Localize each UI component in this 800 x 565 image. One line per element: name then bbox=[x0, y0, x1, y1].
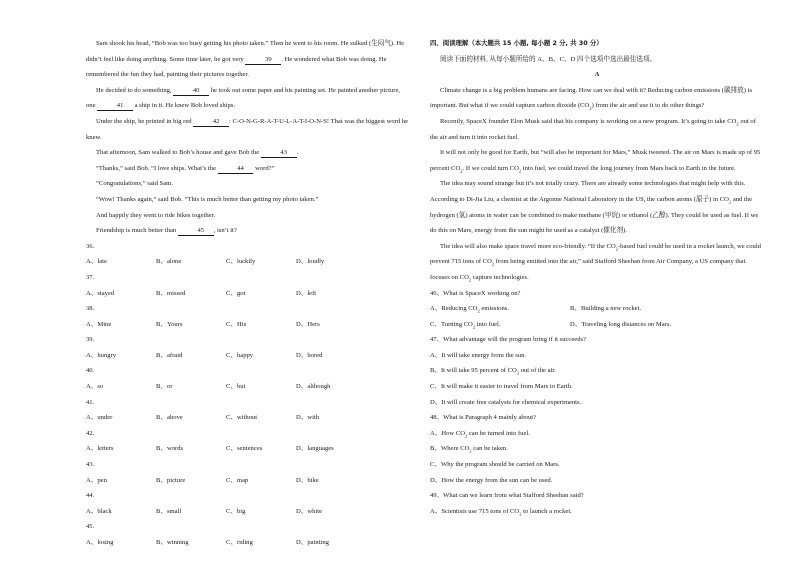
answer-option[interactable]: D、left bbox=[296, 289, 317, 297]
answer-option[interactable]: C、without bbox=[226, 414, 258, 422]
question-number: 38. bbox=[86, 305, 95, 313]
answer-option[interactable]: C、luckily bbox=[226, 258, 256, 266]
answer-option[interactable]: B、afraid bbox=[156, 351, 183, 359]
question-number: 43. bbox=[86, 461, 95, 469]
answer-option[interactable]: A、late bbox=[86, 258, 107, 266]
answer-option[interactable]: D、painting bbox=[296, 539, 329, 546]
question-number: 36. bbox=[86, 242, 95, 250]
option-row bbox=[86, 410, 410, 426]
question-number: 39. bbox=[86, 336, 95, 344]
option-row bbox=[86, 286, 410, 302]
answer-option[interactable]: A、losing bbox=[86, 539, 114, 546]
story-paragraph: He decided to do something, 40 he took out some paper and his painting set. He painted another picture, one 41 a ship in it. He knew Bob loved ships. bbox=[86, 86, 401, 110]
story-paragraph: Under the ship, he printed in big red 42 : C-O-N-G-R-A-T-U-L-A-T-I-O-N-S! That was the biggest word he knew. bbox=[86, 117, 409, 141]
question-number: 42. bbox=[86, 429, 95, 437]
answer-option[interactable]: A、pen bbox=[86, 476, 107, 484]
answer-option[interactable]: B、small bbox=[156, 507, 182, 515]
answer-option[interactable]: A、Mine bbox=[86, 320, 112, 328]
answer-option[interactable]: D、bored bbox=[296, 351, 323, 359]
option-row bbox=[86, 317, 410, 333]
answer-option[interactable]: A、How $CO_2$ can be turned into fuel. bbox=[430, 429, 530, 439]
reading-question-list bbox=[430, 286, 764, 520]
answer-option[interactable]: C、His bbox=[226, 320, 247, 328]
reading-passage bbox=[430, 83, 764, 286]
answer-option[interactable]: C、happy bbox=[226, 351, 254, 359]
answer-option[interactable]: B、winning bbox=[156, 539, 189, 546]
answer-option[interactable]: A、so bbox=[86, 383, 104, 391]
option-row bbox=[86, 535, 410, 551]
option-row bbox=[86, 473, 410, 489]
answer-option[interactable]: D、with bbox=[296, 414, 320, 422]
answer-option[interactable]: B、It will take 95 percent of $CO_2$ out of the air. bbox=[430, 367, 556, 376]
right-column bbox=[430, 36, 764, 519]
passage-label: A bbox=[594, 71, 600, 79]
answer-option[interactable]: C、big bbox=[226, 507, 246, 515]
answer-option[interactable]: D、It will create free catalysts for chemical experiments. bbox=[430, 398, 582, 406]
answer-option[interactable]: D、bike bbox=[296, 476, 319, 484]
passage-paragraph: Recently, SpaceX founder Elon Musk said that his company is working on a new program. It’s going to take $CO_2$ out of the air and turn it into rocket fuel. bbox=[430, 117, 756, 141]
option-row bbox=[86, 504, 410, 520]
answer-option[interactable]: B、words bbox=[156, 445, 184, 453]
question-stem: 48、What is Paragraph 4 mainly about? bbox=[430, 414, 537, 422]
question-number: 45. bbox=[86, 523, 95, 531]
question-stem: 46、What is SpaceX working on? bbox=[430, 289, 521, 297]
story-paragraph: Friendship is much better than 45 , isn’t it? bbox=[96, 227, 237, 235]
answer-option[interactable]: B、Where $CO_2$ can be taken. bbox=[430, 445, 508, 454]
option-row bbox=[86, 254, 410, 270]
answer-option[interactable]: D、Traveling long distances on Mars. bbox=[570, 320, 672, 328]
passage-paragraph: The idea will also make space travel more eco-friendly. “If the $CO_2$-based fuel could be used in a rocket launch, we could prevent 715 tons of $CO_2$ from being emitted into the air,” said Stafford Sheehan from Air Company, a US company that focuses on $CO_2$ capture technologies. bbox=[430, 242, 761, 283]
question-number: 44. bbox=[86, 492, 95, 500]
answer-option[interactable]: D、Hers bbox=[296, 320, 320, 328]
answer-option[interactable]: B、picture bbox=[156, 476, 186, 484]
answer-option[interactable]: C、map bbox=[226, 476, 249, 484]
option-row bbox=[86, 348, 410, 364]
cloze-question-list bbox=[86, 239, 410, 551]
section-title: 四、阅读理解（本大题共 15 小题, 每小题 2 分, 共 30 分） bbox=[430, 39, 603, 47]
answer-option[interactable]: C、but bbox=[226, 383, 246, 391]
answer-option[interactable]: A、hungry bbox=[86, 351, 117, 359]
story-paragraph: And happily they went to ride bikes together. bbox=[96, 211, 216, 219]
story-passage bbox=[86, 36, 410, 239]
story-paragraph: “Thanks,” said Bob. “I love ships. What’s the 44 word?” bbox=[96, 164, 275, 172]
answer-option[interactable]: D、How the energy from the sun can be used. bbox=[430, 476, 553, 484]
left-column bbox=[86, 36, 410, 551]
answer-option[interactable]: A、stayed bbox=[86, 289, 115, 297]
answer-option[interactable]: B、Yours bbox=[156, 320, 183, 328]
story-paragraph: “Wow! Thanks again,” said Bob. “This is much better than getting my photo taken.” bbox=[96, 195, 319, 203]
answer-option[interactable]: B、or bbox=[156, 383, 173, 391]
option-row bbox=[86, 441, 410, 457]
option-row bbox=[430, 317, 764, 333]
answer-option[interactable]: C、sentences bbox=[226, 445, 263, 453]
story-paragraph: Sam shook his head, “Bob was too busy getting his photo taken.” Then he went to his room. He sulked (生闷气). He didn’t feel like doing anything. Some time later, he got very 39 . He wondered what Bob was doing. He remembered the fun they had, painting their pictures together. bbox=[86, 40, 405, 79]
question-number: 37. bbox=[86, 273, 95, 281]
answer-option[interactable]: B、Building a new rocket. bbox=[570, 305, 642, 313]
answer-option[interactable]: A、Scientists use 715 tons of $CO_2$ to launch a rocket. bbox=[430, 507, 572, 517]
passage-paragraph: The idea may sound strange but it’s not totally crazy. There are already some technologies that might help with this. According to Di-Jia Liu, a chemist at the Argonne National Laboratory in the US, the carbon atoms (原子) in $CO_2$ and the hydrogen (氢) atoms in water can be combined to make methane (甲烷) or ethanol (乙醇). They could be used as fuel. If we do this on Mars, energy from the sun might be used as a catalyst (催化剂). bbox=[430, 180, 759, 235]
answer-option[interactable]: D、loudly bbox=[296, 258, 325, 266]
answer-option[interactable]: A、under bbox=[86, 414, 113, 422]
section-instruction: 阅读下面的材料, 从每小题所给的 A、B、C、D 四个选项中选出最佳选项。 bbox=[440, 55, 657, 63]
answer-option[interactable]: A、letters bbox=[86, 445, 114, 453]
answer-option[interactable]: B、missed bbox=[156, 289, 186, 297]
passage-paragraph: Climate change is a big problem humans are facing. How can we deal with it? Reducing carbon emissions (碳排放) is important. But what if we could capture carbon dioxide $(CO_2)$ from the air and use it to do other things? bbox=[430, 86, 753, 111]
answer-option[interactable]: C、Why the program should be carried on Mars. bbox=[430, 461, 560, 469]
option-row bbox=[430, 301, 764, 317]
question-number: 41. bbox=[86, 398, 95, 406]
answer-option[interactable]: B、alone bbox=[156, 258, 182, 266]
answer-option[interactable]: A、black bbox=[86, 507, 112, 515]
answer-option[interactable]: D、white bbox=[296, 507, 323, 515]
question-number: 40. bbox=[86, 367, 95, 375]
story-paragraph: That afternoon, Sam walked to Bob’s house and gave Bob the 43 . bbox=[96, 149, 299, 157]
answer-option[interactable]: C、Turning $CO_2$ into fuel. bbox=[430, 320, 501, 329]
answer-option[interactable]: A、It will take energy from the sun. bbox=[430, 351, 527, 359]
answer-option[interactable]: C、got bbox=[226, 289, 246, 297]
answer-option[interactable]: C、riding bbox=[226, 539, 253, 546]
question-stem: 47、What advantage will the program bring if it succeeds? bbox=[430, 336, 586, 344]
story-paragraph: “Congratulations,” said Sam. bbox=[96, 180, 173, 188]
passage-paragraph: It will not only be good for Earth, but “will also be important for Mars,” Musk tweeted. The air on Mars is made up of 95 percent $CO_2$. If we could turn $CO_2$ into fuel, we could travel the long journey from Mars back to Earth in the future. bbox=[430, 149, 761, 174]
answer-option[interactable]: C、It will make it easier to travel from Mars to Earth. bbox=[430, 383, 573, 391]
answer-option[interactable]: D、languages bbox=[296, 445, 334, 453]
question-stem: 49、What can we learn from what Stafford Sheehan said? bbox=[430, 492, 584, 500]
option-row bbox=[86, 379, 410, 395]
answer-option[interactable]: B、above bbox=[156, 414, 183, 422]
answer-option[interactable]: A、Reducing $CO_2$ emissions. bbox=[430, 305, 509, 314]
answer-option[interactable]: D、although bbox=[296, 383, 331, 391]
